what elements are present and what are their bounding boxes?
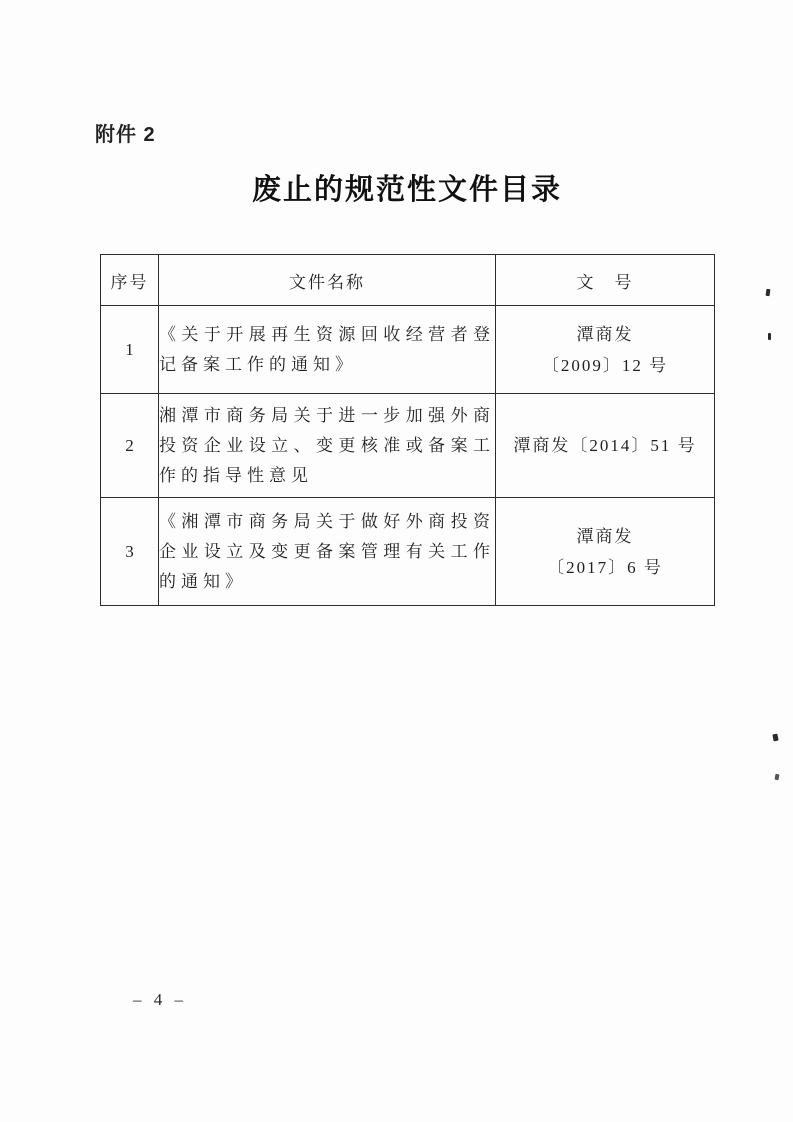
document-name-cell: 湘潭市商务局关于进一步加强外商投资企业设立、变更核准或备案工作的指导性意见 — [159, 394, 496, 498]
document-number-cell — [496, 306, 715, 394]
page-number: – 4 – — [133, 990, 187, 1009]
table-header-row — [101, 255, 715, 306]
serial-number-cell: 3 — [101, 498, 159, 606]
column-header-document-number: 文 号 — [496, 255, 715, 306]
repealed-documents-table — [100, 254, 715, 606]
table-row — [101, 498, 715, 606]
column-header-serial-number: 序号 — [101, 255, 159, 306]
scan-artifact — [768, 333, 771, 340]
document-number-line: 〔2009〕12 号 — [541, 355, 669, 375]
page-title: 废止的规范性文件目录 — [251, 174, 562, 206]
document-number-line: 潭商发 — [576, 324, 634, 344]
document-name-cell: 《湘潭市商务局关于做好外商投资企业设立及变更备案管理有关工作的通知》 — [159, 498, 496, 606]
document-number-cell — [496, 394, 715, 498]
column-header-document-name: 文件名称 — [159, 255, 496, 306]
document-number-line: 潭商发 — [576, 526, 634, 546]
table-row — [101, 394, 715, 498]
attachment-label: 附件 2 — [95, 124, 156, 146]
document-number-cell — [496, 498, 715, 606]
document-number-line: 潭商发〔2014〕51 号 — [513, 436, 697, 455]
scan-artifact — [766, 289, 771, 296]
scan-artifact — [772, 734, 778, 742]
serial-number-cell: 1 — [101, 306, 159, 394]
table-row — [101, 306, 715, 394]
serial-number-cell: 2 — [101, 394, 159, 498]
document-number-line: 〔2017〕6 号 — [547, 557, 663, 577]
scan-artifact — [775, 774, 780, 781]
document-name-cell: 《关于开展再生资源回收经营者登记备案工作的通知》 — [159, 306, 496, 394]
